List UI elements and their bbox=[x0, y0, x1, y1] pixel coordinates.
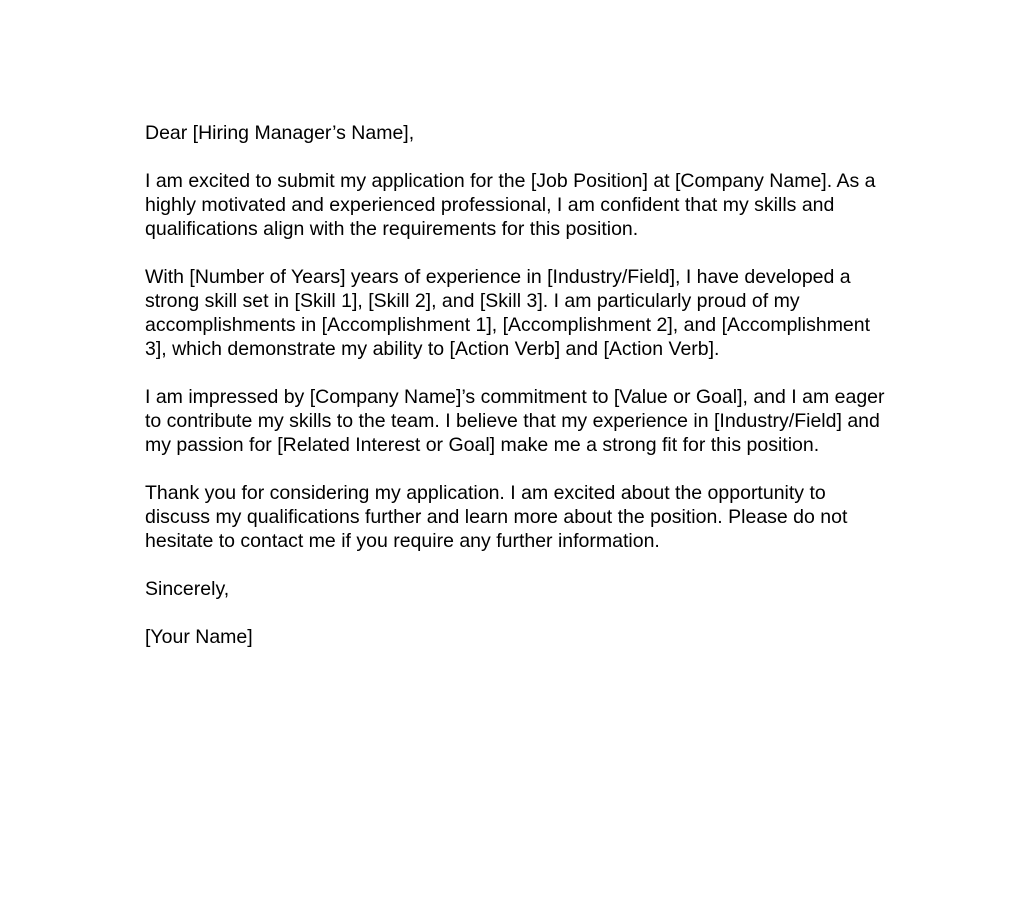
paragraph-experience: With [Number of Years] years of experience in [Industry/Field], I have developed a strong skill set in [Skill 1], [Skill 2], and [Skill 3]. I am particularly proud of my accomplishments in [Accomplishment 1], [Accomplishment 2], and [Accomplishment 3], which demonstrate my ability to [Action Verb] and [Action Verb]. bbox=[145, 266, 871, 360]
paragraph-company-fit: I am impressed by [Company Name]’s commitment to [Value or Goal], and I am eager to contribute my skills to the team. I believe that my experience in [Industry/Field] and my passion for [Related Interest or Goal] make me a strong fit for this position. bbox=[145, 386, 885, 456]
paragraph-thanks: Thank you for considering my application. I am excited about the opportunity to discuss my qualifications further and learn more about the position. Please do not hesitate to contact me if you require any further information. bbox=[145, 482, 848, 552]
cover-letter bbox=[145, 121, 885, 673]
signature: [Your Name] bbox=[145, 626, 253, 648]
closing: Sincerely, bbox=[145, 578, 230, 600]
salutation: Dear [Hiring Manager’s Name], bbox=[145, 122, 415, 144]
paragraph-intro: I am excited to submit my application for the [Job Position] at [Company Name]. As a highly motivated and experienced professional, I am confident that my skills and qualifications align with the requirements for this position. bbox=[145, 170, 876, 240]
